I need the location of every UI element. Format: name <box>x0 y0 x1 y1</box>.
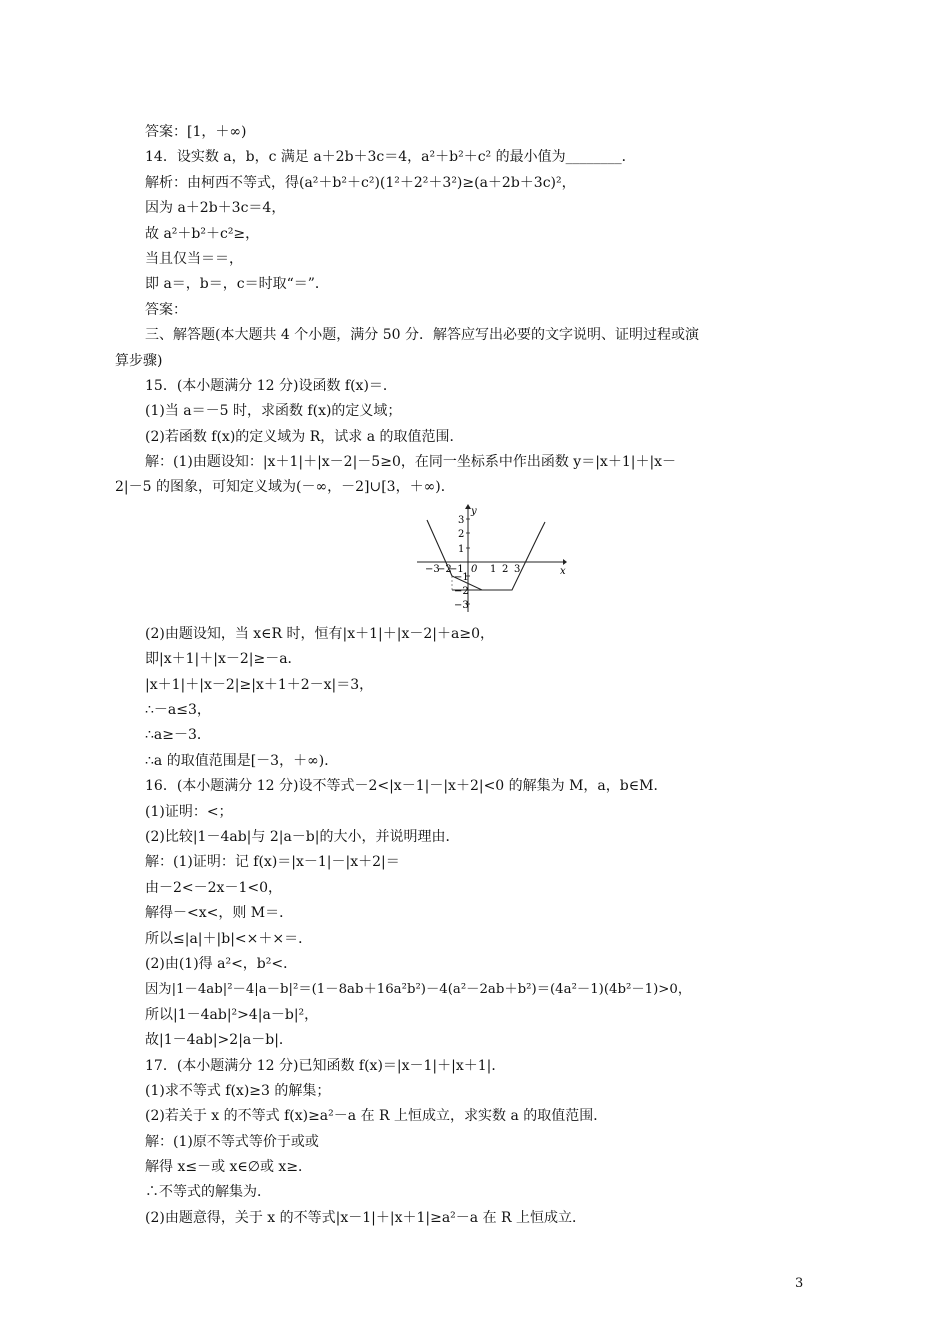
solution-17-line4: (2)由题意得，关于 x 的不等式|x－1|＋|x＋1|≥a²－a 在 R 上恒成立． <box>145 1209 587 1226</box>
problem-15-part1: (1)当 a＝－5 时，求函数 f(x)的定义域； <box>145 403 402 420</box>
problem-15-part2: (2)若函数 f(x)的定义域为 R，试求 a 的取值范围． <box>145 428 464 445</box>
y-tick-2: 2 <box>458 528 465 540</box>
solution-15-part2-line2: 即|x＋1|＋|x－2|≥－a． <box>145 651 302 668</box>
solution-16-line8: 故|1－4ab|>2|a－b|． <box>145 1032 293 1049</box>
document-body <box>115 120 825 1231</box>
solution-17-line3: ∴不等式的解集为． <box>145 1184 271 1201</box>
solution-16-line7: 所以|1－4ab|²>4|a－b|²， <box>145 1006 319 1023</box>
solution-15-part2-line5: ∴a≥－3． <box>145 727 211 744</box>
y-tick-1: 1 <box>458 543 465 555</box>
graph-figure <box>145 504 825 616</box>
x-tick-1: 1 <box>490 563 497 575</box>
problem-17: 17．(本小题满分 12 分)已知函数 f(x)＝|x－1|＋|x＋1|． <box>145 1057 506 1074</box>
solution-16-line2: 由－2<－2x－1<0， <box>145 879 282 896</box>
solution-17-line2: 解得 x≤－或 x∈∅或 x≥． <box>145 1159 313 1176</box>
answer-14: 答案： <box>145 301 187 318</box>
function-graph <box>417 504 567 612</box>
page-number: 3 <box>795 1276 804 1291</box>
solution-15-part2-line3: |x＋1|＋|x－2|≥|x＋1＋2－x|＝3， <box>145 676 374 693</box>
solution-16-line3: 解得－<x<，则 M＝． <box>145 905 294 922</box>
origin-label: 0 <box>471 563 478 575</box>
x-tick-neg3: −3 <box>425 563 440 575</box>
analysis-14-line3: 故 a²＋b²＋c²≥， <box>145 225 260 242</box>
x-tick-2: 2 <box>502 563 509 575</box>
solution-16-line5: (2)由(1)得 a²<，b²<． <box>145 955 298 972</box>
problem-16: 16．(本小题满分 12 分)设不等式－2<|x－1|－|x＋2|<0 的解集为 M，a，b∈M． <box>145 778 668 795</box>
answer-13: 答案：[1，＋∞) <box>145 124 247 140</box>
y-tick-neg2: −2 <box>454 585 469 597</box>
analysis-14-line2: 因为 a＋2b＋3c＝4， <box>145 200 286 217</box>
section-3-heading-line2: 算步骤) <box>115 352 163 369</box>
problem-16-part1: (1)证明：<； <box>145 803 233 820</box>
solution-15-part2-line4: ∴－a≤3， <box>145 702 211 719</box>
analysis-14-line1: 解析：由柯西不等式，得(a²＋b²＋c²)(1²＋2²＋3²)≥(a＋2b＋3c)²， <box>145 174 576 191</box>
solution-15-line2: 2|－5 的图象，可知定义域为(－∞，－2]∪[3，＋∞)． <box>115 479 455 496</box>
x-axis-label: x <box>560 565 566 577</box>
solution-15-part2-line6: ∴a 的取值范围是[－3，＋∞)． <box>145 752 339 769</box>
solution-15-part2-line1: (2)由题设知，当 x∈R 时，恒有|x＋1|＋|x－2|＋a≥0， <box>145 625 494 642</box>
y-axis-label: y <box>471 505 477 517</box>
text-block-top <box>115 120 825 501</box>
x-tick-neg2: −2 <box>437 563 452 575</box>
analysis-14-line5: 即 a＝，b＝，c＝时取“＝”． <box>145 276 329 293</box>
analysis-14-line4: 当且仅当＝＝， <box>145 250 243 267</box>
solution-15-line1: 解：(1)由题设知：|x＋1|＋|x－2|－5≥0，在同一坐标系中作出函数 y＝|x＋1|＋|x－ <box>145 454 677 471</box>
solution-17-line1: 解：(1)原不等式等价于或或 <box>145 1133 319 1150</box>
problem-14: 14．设实数 a，b，c 满足 a＋2b＋3c＝4，a²＋b²＋c² 的最小值为________． <box>145 149 636 166</box>
section-3-heading-line1: 三、解答题(本大题共 4 个小题，满分 50 分．解答应写出必要的文字说明、证明过程或演 <box>145 327 699 344</box>
text-block-bottom <box>145 622 825 1231</box>
y-tick-neg1: −1 <box>454 571 469 583</box>
graph-curve <box>427 520 545 590</box>
solution-16-line6: 因为|1－4ab|²－4|a－b|²＝(1－8ab＋16a²b²)－4(a²－2ab＋b²)＝(4a²－1)(4b²－1)>0， <box>145 982 692 998</box>
x-tick-3: 3 <box>514 563 521 575</box>
solution-16-line1: 解：(1)证明：记 f(x)＝|x－1|－|x＋2|＝ <box>145 854 400 871</box>
x-axis-arrow <box>563 559 567 565</box>
x-tick-neg1: −1 <box>449 563 464 575</box>
problem-15: 15．(本小题满分 12 分)设函数 f(x)＝． <box>145 377 397 394</box>
y-tick-neg3: −3 <box>454 599 469 611</box>
solution-16-line4: 所以≤|a|＋|b|<×＋×＝． <box>145 930 313 947</box>
problem-16-part2: (2)比较|1－4ab|与 2|a－b|的大小，并说明理由． <box>145 828 460 845</box>
problem-17-part2: (2)若关于 x 的不等式 f(x)≥a²－a 在 R 上恒成立，求实数 a 的取值范围． <box>145 1108 608 1125</box>
y-tick-3: 3 <box>458 514 465 526</box>
problem-17-part1: (1)求不等式 f(x)≥3 的解集； <box>145 1082 331 1099</box>
